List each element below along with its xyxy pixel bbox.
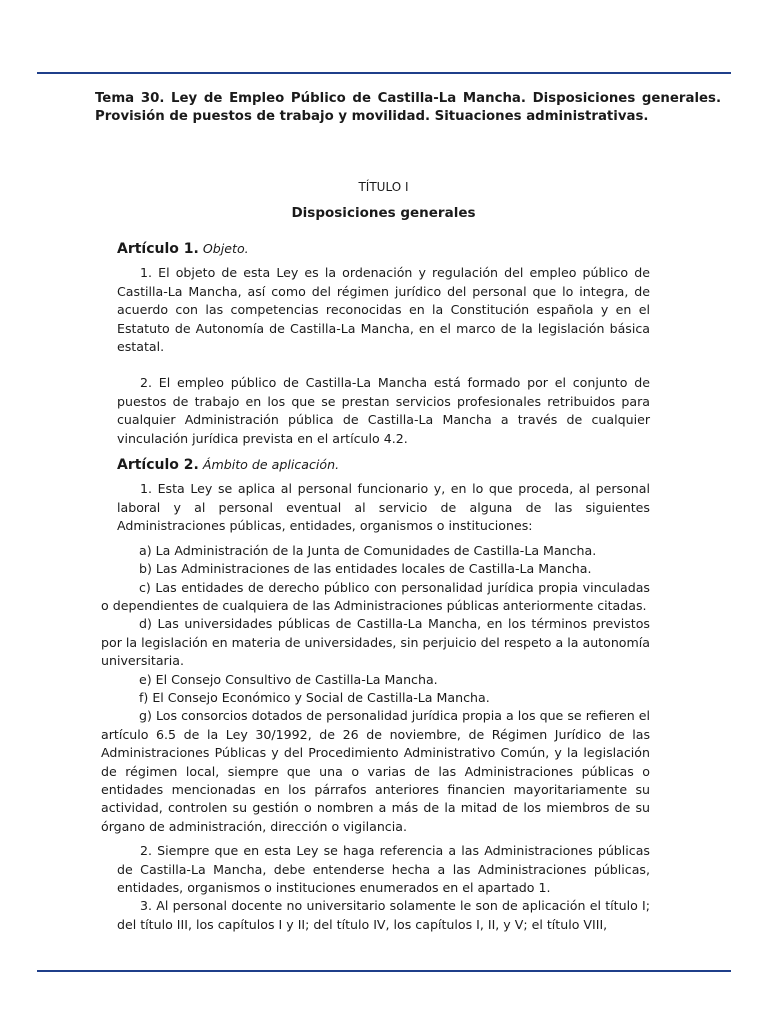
top-rule [37, 72, 731, 74]
list-item: g) Los consorcios dotados de personalidad jurídica propia a los que se refieren el artículo 6.5 de la Ley 30/1992, de 26 de noviembre, de Régimen Jurídico de las Administraciones Públicas y del Procedimiento Administrativo Común, y la legislación de régimen local, siempre que una o varias de las Administraciones públicas o entidades mencionadas en los párrafos anteriores financien mayoritariamente su actividad, controlen su gestión o nombren a más de la mitad de los miembros de su órgano de administración, dirección o vigilancia. [101, 708, 650, 834]
list-item: d) Las universidades públicas de Castilla-La Mancha, en los términos previstos por la legislación en materia de universidades, sin perjuicio del respeto a la autonomía universitaria. [101, 616, 650, 669]
article-1-label: Artículo 1. [117, 241, 199, 257]
list-item: c) Las entidades de derecho público con personalidad jurídica propia vinculadas o dependientes de cualquiera de las Administraciones públicas anteriormente citadas. [101, 579, 650, 613]
article-1-subject: Objeto. [202, 241, 249, 256]
section-heading: Disposiciones generales [291, 205, 476, 221]
list-item: e) El Consejo Consultivo de Castilla-La Mancha. [139, 671, 438, 687]
article-2-paragraph-3: 3. Al personal docente no universitario solamente le son de aplicación el título I; del título III, los capítulos I y II; del título IV, los capítulos I, II, y V; el título VIII, [117, 898, 650, 932]
list-item: a) La Administración de la Junta de Comunidades de Castilla-La Mancha. [139, 542, 597, 558]
document-body [101, 240, 650, 934]
article-2-paragraph-2: 2. Siempre que en esta Ley se haga referencia a las Administraciones públicas de Castilla-La Mancha, debe entenderse hecha a las Administraciones públicas, entidades, organismos o instituciones enumerados en el apartado 1. [117, 843, 650, 895]
article-1-heading [117, 240, 650, 258]
article-2-heading [117, 456, 650, 474]
article-2-subject: Ámbito de aplicación. [202, 457, 340, 473]
article-2-list [101, 542, 650, 837]
bottom-rule [37, 970, 731, 972]
article-1-paragraph-1: 1. El objeto de esta Ley es la ordenación y regulación del empleo público de Castilla-La Mancha, así como del régimen jurídico del personal que lo integra, de acuerdo con las competencias reconocidas en la Constitución española y en el Estatuto de Autonomía de Castilla-La Mancha, en el marco de la legislación básica estatal. [117, 265, 650, 355]
document-title: Tema 30. Ley de Empleo Público de Castilla-La Mancha. Disposiciones generales. Provisión de puestos de trabajo y movilidad. Situaciones administrativas. [95, 91, 721, 124]
list-item: f) El Consejo Económico y Social de Castilla-La Mancha. [139, 689, 490, 705]
list-item: b) Las Administraciones de las entidades locales de Castilla-La Mancha. [139, 561, 592, 577]
article-1-paragraph-2: 2. El empleo público de Castilla-La Mancha está formado por el conjunto de puestos de trabajo en los que se prestan servicios profesionales retribuidos para cualquier Administración pública de Castilla-La Mancha a través de cualquier vinculación jurídica prevista en el artículo 4.2. [117, 375, 650, 446]
article-2-paragraph-1: 1. Esta Ley se aplica al personal funcionario y, en lo que proceda, al personal laboral y al personal eventual al servicio de alguna de las siguientes Administraciones públicas, entidades, organismos o instituciones: [117, 481, 650, 534]
titulo-label: TÍTULO I [358, 180, 409, 194]
article-2-label: Artículo 2. [117, 457, 199, 474]
